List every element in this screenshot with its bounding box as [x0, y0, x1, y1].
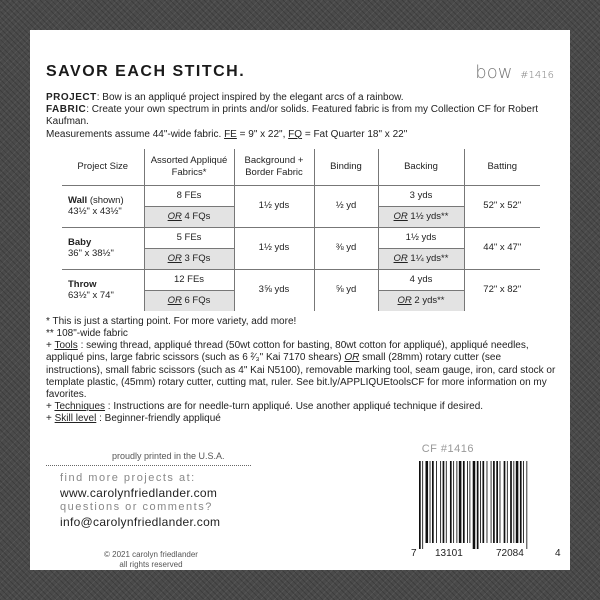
- measurements-lead: Measurements assume 44"-wide fabric.: [46, 128, 225, 140]
- project-text: : Bow is an appliqué project inspired by the elegant arcs of a rainbow.: [96, 92, 404, 103]
- brand-title: SAVOR EACH STITCH.: [46, 63, 246, 80]
- printed-in-usa: proudly printed in the U.S.A.: [112, 451, 225, 461]
- table-row: [62, 185, 540, 206]
- barcode-bar: [426, 461, 429, 543]
- column-header: Project Size: [77, 160, 129, 172]
- fe-text: = 9" x 22",: [236, 128, 289, 140]
- note-applique: * This is just a starting point. For more variety, add more!: [46, 315, 297, 327]
- backing-alt: [378, 290, 464, 311]
- project-label: PROJECT: [46, 92, 97, 103]
- backing-alt-value: 1¼ yds**: [410, 252, 449, 264]
- backing-alt-value: 1½ yds**: [410, 210, 449, 222]
- applique-primary: 5 FEs: [144, 227, 234, 248]
- catalog-number: CF #1416: [421, 443, 474, 455]
- barcode-group-right: 72084: [496, 548, 524, 559]
- applique-alt-value: 3 FQs: [184, 252, 211, 264]
- barcode-bars: [415, 461, 555, 549]
- tools-section: [46, 340, 556, 401]
- table-notes: [46, 316, 556, 340]
- batting-cell: 52" x 52": [464, 185, 540, 227]
- pattern-number: #1416: [520, 70, 554, 81]
- size-dimensions: 63½" x 74": [68, 290, 114, 302]
- barcode-bar: [493, 461, 495, 543]
- barcode-group-left: 13101: [435, 548, 463, 559]
- column-header: Binding: [314, 149, 378, 186]
- email-link[interactable]: info@carolynfriedlander.com: [60, 514, 221, 529]
- background-cell: 1½ yds: [234, 227, 314, 269]
- techniques-section: [46, 401, 556, 413]
- barcode-bar: [513, 461, 514, 543]
- backing-primary: 1½ yds: [378, 227, 464, 248]
- barcode-bar: [463, 461, 465, 543]
- barcode-bar: [496, 461, 498, 543]
- barcode-digit-first: 7: [411, 548, 417, 559]
- barcode-bar: [526, 461, 527, 549]
- applique-alt: [144, 248, 234, 269]
- backing-alt: [378, 248, 464, 269]
- fe-abbr: FE: [224, 128, 237, 140]
- backing-alt-value: 2 yds**: [414, 294, 445, 306]
- barcode-bar: [507, 461, 508, 543]
- table-row: [62, 227, 540, 248]
- barcode-bar: [450, 461, 452, 543]
- or-word: OR: [167, 294, 182, 306]
- barcode-bar: [491, 461, 492, 543]
- batting-cell: 44" x 47": [464, 227, 540, 269]
- background-cell: 1½ yds: [234, 185, 314, 227]
- size-dimensions: 43½" x 43½": [68, 206, 122, 218]
- size-dimensions: 36" x 38½": [68, 248, 114, 260]
- barcode-bar: [422, 461, 423, 549]
- pattern-details: [46, 92, 556, 425]
- barcode-bar: [510, 461, 512, 543]
- size-name: Wall: [68, 194, 88, 206]
- barcode-bar: [432, 461, 434, 543]
- barcode-digit-last: 4: [555, 548, 561, 559]
- size-name: Baby: [68, 236, 92, 248]
- questions-text: questions or comments?: [60, 500, 213, 513]
- column-header: Batting: [464, 149, 540, 186]
- applique-alt: [144, 206, 234, 227]
- or-word: OR: [393, 252, 408, 264]
- background-cell: 3⅝ yds: [234, 269, 314, 311]
- project-size-cell: [62, 185, 144, 227]
- applique-alt: [144, 290, 234, 311]
- backing-primary: 3 yds: [378, 185, 464, 206]
- or-word: OR: [167, 252, 182, 264]
- column-header: Assorted Appliqué Fabrics*: [144, 149, 234, 186]
- barcode-bar: [480, 461, 481, 543]
- find-more-text: find more projects at:: [60, 472, 196, 484]
- barcode-bar: [459, 461, 462, 543]
- tools-or: OR: [344, 352, 360, 364]
- measurements-line: [46, 129, 556, 141]
- tools-text-2: small (28mm) rotary cutter (see instructions), small fabric scissors (such as 4" Kai N5100), removable marking tool, seam gauge, iron, card stock or template plastic, (45mm) rotary cutter, cutting mat, ruler. See bit.ly/APPLIQUEtoolsCF for more information on my favorites.: [46, 352, 556, 400]
- barcode-bar: [430, 461, 431, 543]
- fq-text: = Fat Quarter 18" x 22": [302, 128, 408, 140]
- size-name: Throw: [68, 278, 97, 290]
- tools-prefix: +: [46, 340, 55, 352]
- applique-primary: 12 FEs: [144, 269, 234, 290]
- tools-label: Tools: [54, 340, 78, 352]
- pattern-name-text: bow: [475, 62, 513, 83]
- barcode-bar: [440, 461, 441, 543]
- or-word: OR: [397, 294, 412, 306]
- techniques-label: Techniques: [54, 401, 106, 413]
- project-line: [46, 92, 556, 104]
- backing-alt: [378, 206, 464, 227]
- techniques-text: : Instructions are for needle-turn appliqué. Use another appliqué technique if desired.: [105, 401, 484, 413]
- barcode: [415, 461, 555, 554]
- barcode-bar: [446, 461, 447, 543]
- barcode-bar: [477, 461, 479, 549]
- barcode-bar: [443, 461, 445, 543]
- applique-alt-value: 4 FQs: [184, 210, 211, 222]
- contact-block: [60, 472, 220, 530]
- barcode-bar: [467, 461, 468, 543]
- backing-primary: 4 yds: [378, 269, 464, 290]
- fq-abbr: FQ: [288, 128, 303, 140]
- barcode-bar: [436, 461, 437, 543]
- skill-prefix: +: [46, 413, 55, 425]
- size-shown: (shown): [87, 194, 124, 206]
- copyright-line-1: © 2021 carolyn friedlander: [104, 550, 198, 559]
- barcode-bar: [487, 461, 488, 543]
- applique-primary: 8 FEs: [144, 185, 234, 206]
- skill-label: Skill level: [54, 413, 97, 425]
- binding-cell: ⅜ yd: [314, 227, 378, 269]
- footer-divider: [46, 465, 251, 466]
- or-word: OR: [393, 210, 408, 222]
- skill-section: [46, 413, 556, 425]
- fabric-line: [46, 104, 556, 128]
- fabric-label: FABRIC: [46, 104, 87, 116]
- copyright-line-2: all rights reserved: [119, 559, 183, 569]
- barcode-bar: [419, 461, 421, 549]
- column-header: Background + Border Fabric: [234, 149, 314, 186]
- barcode-bar: [473, 461, 476, 549]
- note-wide-fabric: ** 108"-wide fabric: [46, 327, 128, 339]
- project-size-cell: [62, 227, 144, 269]
- binding-cell: ½ yd: [314, 185, 378, 227]
- column-header: Backing: [378, 149, 464, 186]
- barcode-bar: [500, 461, 501, 543]
- project-size-cell: [62, 269, 144, 311]
- barcode-bar: [516, 461, 519, 543]
- fabric-requirements-table: [62, 149, 540, 311]
- skill-text: : Beginner-friendly appliqué: [96, 413, 221, 425]
- barcode-bar: [504, 461, 506, 543]
- techniques-prefix: +: [46, 401, 55, 413]
- pattern-name: [475, 62, 554, 83]
- table-row: [62, 269, 540, 290]
- or-word: OR: [167, 210, 182, 222]
- barcode-bar: [482, 461, 484, 543]
- table-header-row: [62, 149, 540, 186]
- tools-text-1: : sewing thread, appliqué thread (50wt cotton for basting, 80wt cotton for appliqué), appliqué needles, appliqué pins, large fabric scissors (such as 6 ²⁄₃" Kai 7170 shears): [46, 340, 529, 364]
- barcode-bar: [453, 461, 454, 543]
- barcode-bar: [520, 461, 522, 543]
- binding-cell: ⅝ yd: [314, 269, 378, 311]
- barcode-bar: [469, 461, 470, 543]
- pattern-back-cover: [30, 30, 570, 570]
- copyright: [104, 550, 198, 569]
- barcode-bar: [523, 461, 524, 543]
- applique-alt-value: 6 FQs: [184, 294, 211, 306]
- batting-cell: 72" x 82": [464, 269, 540, 311]
- fabric-text: : Create your own spectrum in prints and/or solids. Featured fabric is from my Collection CF for Robert Kaufman.: [46, 104, 539, 128]
- website-link[interactable]: www.carolynfriedlander.com: [60, 485, 218, 500]
- barcode-bar: [456, 461, 457, 543]
